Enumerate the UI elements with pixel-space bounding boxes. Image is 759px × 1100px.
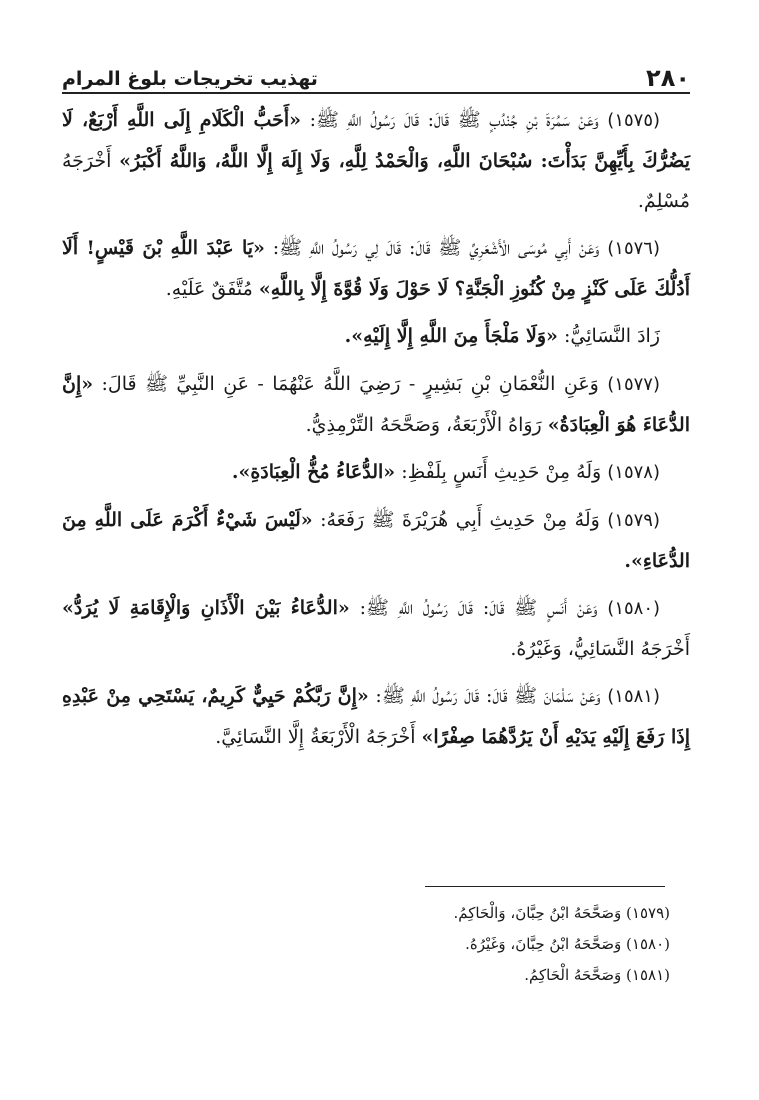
hadith-source: أَخْرَجَهُ مُسْلِمٌ. (62, 150, 690, 212)
hadith-intro: زَادَ النَّسَائِيُّ: (557, 325, 660, 347)
hadith-number: (١٥٨١) (607, 686, 660, 707)
hadith-1581 (62, 676, 690, 757)
hadith-quote: «أَحَبُّ الْكَلَامِ إِلَى اللَّهِ أَرْبَعٌ، لَا يَضُرُّكَ بِأَيِّهِنَّ بَدَأْتَ: سُبْحَانَ اللَّهِ، وَالْحَمْدُ لِلَّهِ، وَلَا إِلَهَ إِلَّا اللَّهُ، وَاللَّهُ أَكْبَرُ» (62, 109, 690, 172)
hadith-number: (١٥٧٩) (607, 510, 660, 531)
hadith-quote: «إِنَّ الدُّعَاءَ هُوَ الْعِبَادَةُ» (62, 373, 690, 436)
hadith-number: (١٥٨٠) (607, 598, 661, 619)
hadith-intro: وَعَنِ النُّعْمَانِ بْنِ بَشِيرٍ - رَضِيَ اللَّهُ عَنْهُمَا - عَنِ النَّبِيِّ ﷺ قَالَ: (93, 373, 608, 395)
footnotes (62, 898, 690, 991)
hadith-1576-addition (62, 316, 690, 357)
main-text (62, 100, 690, 764)
hadith-intro: وَلَهُ مِنْ حَدِيثِ أَبِي هُرَيْرَةَ ﷺ رَفَعَهُ: (312, 509, 608, 531)
hadith-number: (١٥٧٧) (607, 374, 660, 395)
hadith-source: أَخْرَجَهُ الْأَرْبَعَةُ إِلَّا النَّسَائِيَّ. (215, 726, 422, 748)
hadith-source: مُتَّفَقٌ عَلَيْهِ. (165, 278, 259, 300)
hadith-quote: «الدُّعَاءُ مُخُّ الْعِبَادَةِ». (231, 461, 396, 483)
hadith-quote: «إِنَّ رَبَّكُمْ حَيِيٌّ كَرِيمٌ، يَسْتَحِي مِنْ عَبْدِهِ إِذَا رَفَعَ إِلَيْهِ يَدَيْهِ أَنْ يَرُدَّهُمَا صِفْرًا» (62, 685, 690, 748)
hadith-intro: وَعَنْ أَنَسٍ ﷺ قَالَ: قَالَ رَسُولُ اللَّهِ ﷺ: (349, 597, 608, 619)
hadith-intro: وَعَنْ سَلْمَانَ ﷺ قَالَ: قَالَ رَسُولُ اللَّهِ ﷺ: (368, 685, 608, 707)
running-title: تهذيب تخريجات بلوغ المرام (62, 68, 318, 90)
hadith-1578 (62, 452, 690, 493)
hadith-number: (١٥٧٥) (607, 110, 661, 131)
footnote-1581: (١٥٨١) وَصَحَّحَهُ الْحَاكِمُ. (524, 966, 670, 984)
hadith-source: رَوَاهُ الْأَرْبَعَةُ، وَصَحَّحَهُ التِّرْمِذِيُّ. (305, 414, 548, 436)
hadith-1579 (62, 500, 690, 581)
footnote-1579: (١٥٧٩) وَصَحَّحَهُ ابْنُ حِبَّانَ، وَالْحَاكِمُ. (453, 904, 670, 922)
hadith-intro: وَلَهُ مِنْ حَدِيثِ أَنَسٍ بِلَفْظِ: (395, 461, 608, 483)
hadith-source: أَخْرَجَهُ النَّسَائِيُّ، وَغَيْرُهُ. (510, 638, 690, 660)
hadith-quote: «الدُّعَاءُ بَيْنَ الْأَذَانِ وَالْإِقَامَةِ لَا يُرَدُّ» (62, 597, 350, 619)
hadith-number: (١٥٧٦) (607, 238, 660, 259)
hadith-intro: وَعَنْ سَمُرَةَ بْنِ جُنْدُبٍ ﷺ قَالَ: قَالَ رَسُولُ اللَّهِ ﷺ: (301, 109, 608, 131)
footnote-1580: (١٥٨٠) وَصَحَّحَهُ ابْنُ حِبَّانَ، وَغَيْرُهُ. (465, 935, 670, 953)
footnote-rule (425, 886, 665, 887)
page-header (62, 56, 690, 90)
hadith-1580 (62, 588, 690, 669)
hadith-quote: «وَلَا مَلْجَأَ مِنَ اللَّهِ إِلَّا إِلَيْهِ». (344, 325, 558, 347)
page-number: ٢٨٠ (646, 64, 690, 92)
hadith-1577 (62, 364, 690, 445)
header-rule (62, 92, 690, 94)
hadith-intro: وَعَنْ أَبِي مُوسَى الْأَشْعَرِيِّ ﷺ قَالَ: قَالَ لِي رَسُولُ اللَّهِ ﷺ: (264, 237, 608, 259)
hadith-quote: «يَا عَبْدَ اللَّهِ بْنَ قَيْسٍ! أَلَا أَدُلُّكَ عَلَى كَنْزٍ مِنْ كُنُوزِ الْجَنَّةِ؟ لَا حَوْلَ وَلَا قُوَّةَ إِلَّا بِاللَّهِ» (62, 237, 690, 300)
hadith-1575 (62, 100, 690, 221)
hadith-number: (١٥٧٨) (607, 462, 660, 483)
hadith-1576 (62, 228, 690, 309)
hadith-quote: «لَيْسَ شَيْءٌ أَكْرَمَ عَلَى اللَّهِ مِنَ الدُّعَاءِ». (62, 509, 690, 572)
